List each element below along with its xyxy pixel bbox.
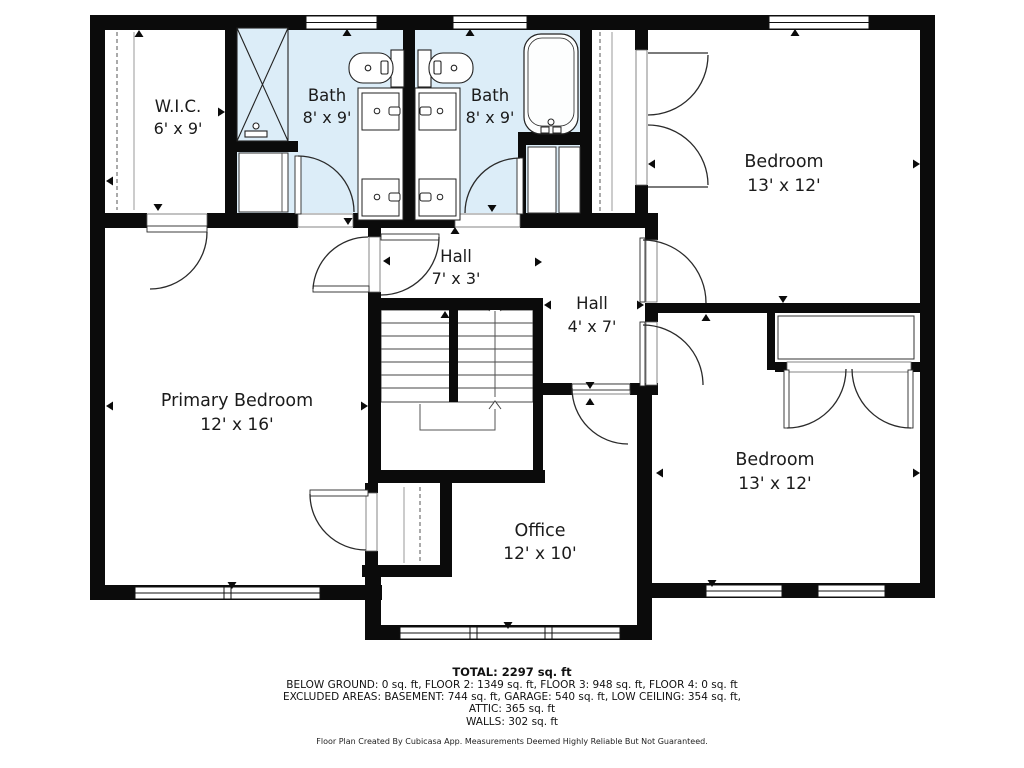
bath-right-linen-closet [528,147,580,213]
svg-text:Hall: Hall [576,294,608,313]
shower-icon [237,28,288,141]
window [769,16,869,29]
door-closet-french-bottom [784,369,913,428]
window [453,16,527,29]
door-closet-french-top [648,53,708,187]
svg-text:Office: Office [514,521,566,541]
svg-text:Primary Bedroom: Primary Bedroom [160,391,314,411]
svg-text:4' x 7': 4' x 7' [567,317,617,336]
svg-text:13' x 12': 13' x 12' [738,474,812,494]
attic-area: ATTIC: 365 sq. ft [468,703,556,716]
window [400,627,620,639]
svg-text:13' x 12': 13' x 12' [747,176,821,196]
svg-text:6' x 9': 6' x 9' [153,119,203,138]
bedroom-bottom-closet [778,316,914,359]
bath-left-closet [239,153,288,212]
svg-text:7' x 3': 7' x 3' [431,269,481,288]
svg-text:Bedroom: Bedroom [744,152,824,172]
bedroom-top-closet-rod-icon [600,32,612,211]
window [818,585,885,597]
room-label-hall-small [432,247,481,288]
door-wic [147,226,207,289]
window [706,585,782,597]
toilet-icon [349,50,404,87]
room-label-wic [154,97,203,138]
area-summary [0,666,1024,746]
door-primary-closet [310,490,368,550]
svg-text:W.I.C.: W.I.C. [154,97,202,116]
room-label-bedroom-bottom [735,450,814,494]
sink-vanity-icon [358,88,403,220]
office-closet-rod-icon [404,487,420,563]
svg-text:8' x 9': 8' x 9' [302,108,352,127]
sink-vanity-icon [415,88,460,220]
room-label-hall-right [568,294,617,336]
svg-text:12' x 10': 12' x 10' [503,544,577,564]
svg-text:12' x 16': 12' x 16' [200,415,274,435]
total-area: TOTAL: 2297 sq. ft [452,665,572,679]
svg-text:Bath: Bath [307,86,347,105]
walls-area: WALLS: 302 sq. ft [465,715,559,728]
svg-text:Hall: Hall [440,247,472,266]
svg-text:8' x 9': 8' x 9' [465,108,515,127]
room-label-bedroom-top [744,152,823,196]
svg-text:Bedroom: Bedroom [735,450,815,470]
svg-text:Bath: Bath [470,86,510,105]
room-label-primary-bedroom [161,391,313,435]
window [135,587,320,599]
wic-closet-rod-icon [117,32,134,210]
bathtub-icon [524,34,578,134]
excluded-areas: EXCLUDED AREAS: BASEMENT: 744 sq. ft, GARAGE: 540 sq. ft, LOW CEILING: 354 sq. ft, [282,691,742,704]
room-label-office [503,521,576,564]
floor-areas: BELOW GROUND: 0 sq. ft, FLOOR 2: 1349 sq. ft, FLOOR 3: 948 sq. ft, FLOOR 4: 0 sq. ft [286,679,738,691]
toilet-icon [418,50,473,87]
disclaimer-text: Floor Plan Created By Cubicasa App. Measurements Deemed Highly Reliable But Not Guaranteed. [316,736,708,746]
window [306,16,377,29]
door-primary-entry [313,237,369,292]
